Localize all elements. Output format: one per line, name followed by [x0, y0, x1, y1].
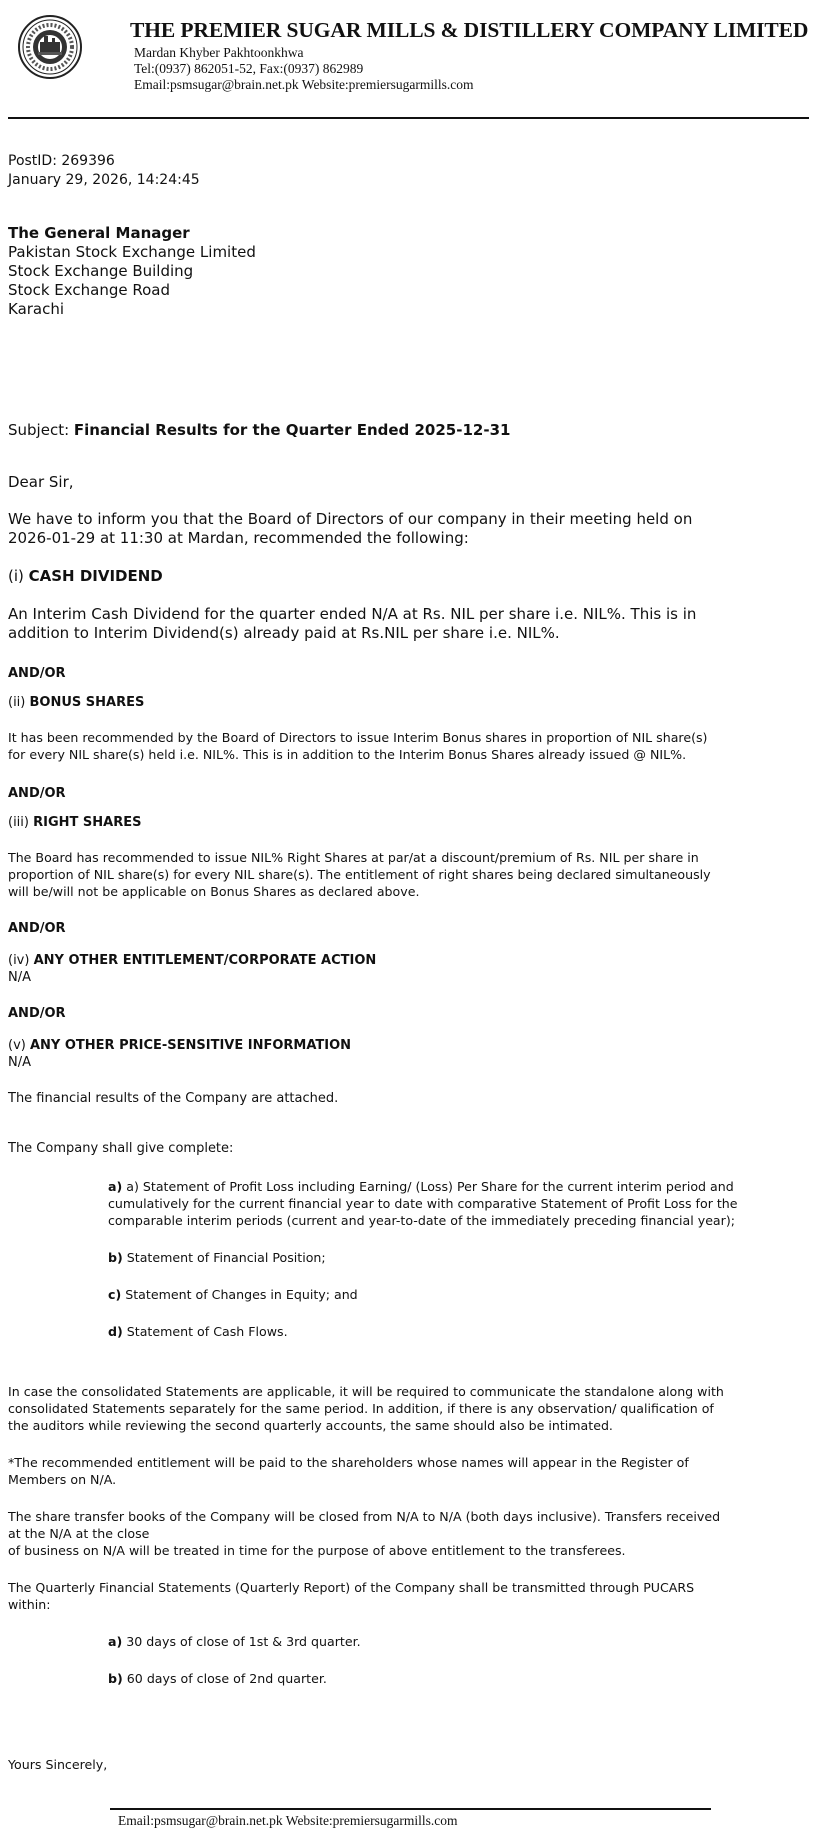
recipient-line: Karachi: [8, 300, 65, 318]
item-label: d): [108, 1324, 123, 1339]
subject-label: Subject:: [8, 421, 74, 439]
bonus-line: for every NIL share(s) held i.e. NIL%. This is in addition to the Interim Bonus Shares already issued @ NIL%.: [8, 747, 687, 762]
pucars-item-b: [108, 1670, 327, 1687]
item-text: a) Statement of Profit Loss including Earning/ (Loss) Per Share for the current interim period and: [122, 1179, 734, 1194]
right-shares-heading: [8, 814, 141, 831]
intro-line: 2026-01-29 at 11:30 at Mardan, recommended the following:: [8, 529, 469, 547]
intro-line: We have to inform you that the Board of Directors of our company in their meeting held on: [8, 510, 693, 528]
recipient-line: Stock Exchange Building: [8, 262, 194, 280]
item-text: Statement of Changes in Equity; and: [121, 1287, 358, 1302]
salutation: Dear Sir,: [8, 473, 74, 491]
complete-item-a: [108, 1178, 734, 1195]
subject-text: Financial Results for the Quarter Ended 2025-12-31: [73, 421, 511, 439]
item-text: 30 days of close of 1st & 3rd quarter.: [122, 1634, 361, 1649]
footer-divider: [110, 1808, 711, 1810]
section-title: CASH DIVIDEND: [28, 567, 163, 585]
header-divider: [8, 117, 809, 119]
consolidated-line: the auditors while reviewing the second quarterly accounts, the same should also be intimated.: [8, 1418, 613, 1433]
recipient-line: Stock Exchange Road: [8, 281, 170, 299]
complete-item-a-line: cumulatively for the current financial year to date with comparative Statement of Profit Loss for the: [108, 1196, 738, 1211]
item-label: b): [108, 1671, 123, 1686]
footer-contact: Email:psmsugar@brain.net.pk Website:premiersugarmills.com: [118, 1813, 458, 1828]
pucars-line: within:: [8, 1597, 51, 1612]
right-shares-line: The Board has recommended to issue NIL% Right Shares at par/at a discount/premium of Rs. NIL per share in: [8, 850, 699, 865]
price-sensitive-heading: [8, 1037, 351, 1054]
section-title: BONUS SHARES: [29, 695, 145, 710]
complete-item-a-line: comparable interim periods (current and year-to-date of the immediately preceding financial year);: [108, 1213, 735, 1228]
section-title: ANY OTHER ENTITLEMENT/CORPORATE ACTION: [33, 953, 377, 968]
company-address: Mardan Khyber Pakhtoonkhwa: [134, 45, 304, 60]
company-name: THE PREMIER SUGAR MILLS & DISTILLERY COMPANY LIMITED: [130, 18, 809, 42]
complete-intro: The Company shall give complete:: [8, 1141, 234, 1156]
right-shares-line: will be/will not be applicable on Bonus Shares as declared above.: [8, 884, 420, 899]
transfer-line: at the N/A at the close: [8, 1526, 150, 1541]
section-title: ANY OTHER PRICE-SENSITIVE INFORMATION: [29, 1038, 352, 1053]
section-number: (i): [8, 567, 29, 585]
company-phone: Tel:(0937) 862051-52, Fax:(0937) 862989: [134, 61, 364, 76]
entitlement-note-line: Members on N/A.: [8, 1472, 117, 1487]
price-sensitive-value: N/A: [8, 1055, 31, 1070]
item-text: Statement of Cash Flows.: [122, 1324, 288, 1339]
attached-note: The financial results of the Company are attached.: [8, 1091, 339, 1106]
item-text: 60 days of close of 2nd quarter.: [122, 1671, 327, 1686]
entitlement-note-line: *The recommended entitlement will be paid to the shareholders whose names will appear in the Register of: [8, 1455, 689, 1470]
pucars-item-a: [108, 1633, 361, 1650]
other-entitlement-value: N/A: [8, 970, 31, 985]
item-label: a): [108, 1179, 123, 1194]
company-seal-icon: [18, 14, 82, 80]
bonus-line: It has been recommended by the Board of Directors to issue Interim Bonus shares in proportion of NIL share(s): [8, 730, 708, 745]
cash-dividend-line: addition to Interim Dividend(s) already paid at Rs.NIL per share i.e. NIL%.: [8, 624, 560, 642]
transfer-line: The share transfer books of the Company will be closed from N/A to N/A (both days inclusive). Transfers received: [8, 1509, 721, 1524]
bonus-heading: [8, 694, 144, 711]
andor-separator: AND/OR: [8, 786, 66, 801]
andor-separator: AND/OR: [8, 1006, 66, 1021]
section-number: (iv): [8, 953, 34, 968]
consolidated-line: consolidated Statements separately for the same period. In addition, if there is any observation/ qualification of: [8, 1401, 714, 1416]
post-id: PostID: 269396: [8, 153, 115, 169]
item-text: Statement of Financial Position;: [122, 1250, 326, 1265]
section-number: (v): [8, 1038, 30, 1053]
section-number: (ii): [8, 695, 30, 710]
subject-line: [8, 421, 510, 440]
recipient-line: Pakistan Stock Exchange Limited: [8, 243, 256, 261]
closing: Yours Sincerely,: [8, 1757, 108, 1772]
complete-item-d: [108, 1323, 288, 1340]
post-datetime: January 29, 2026, 14:24:45: [8, 172, 200, 188]
item-label: b): [108, 1250, 123, 1265]
cash-dividend-heading: [8, 567, 163, 586]
recipient-title: The General Manager: [8, 224, 190, 242]
andor-separator: AND/OR: [8, 921, 66, 936]
item-label: c): [108, 1287, 122, 1302]
complete-item-c: [108, 1286, 358, 1303]
consolidated-line: In case the consolidated Statements are applicable, it will be required to communicate the standalone along with: [8, 1384, 724, 1399]
cash-dividend-line: An Interim Cash Dividend for the quarter ended N/A at Rs. NIL per share i.e. NIL%. This is in: [8, 605, 697, 623]
andor-separator: AND/OR: [8, 666, 66, 681]
transfer-line: of business on N/A will be treated in time for the purpose of above entitlement to the transferees.: [8, 1543, 626, 1558]
company-contact: Email:psmsugar@brain.net.pk Website:premiersugarmills.com: [134, 77, 474, 92]
pucars-line: The Quarterly Financial Statements (Quarterly Report) of the Company shall be transmitted through PUCARS: [8, 1580, 695, 1595]
section-title: RIGHT SHARES: [33, 815, 142, 830]
right-shares-line: proportion of NIL share(s) for every NIL share(s). The entitlement of right shares being declared simultaneously: [8, 867, 711, 882]
item-label: a): [108, 1634, 123, 1649]
other-entitlement-heading: [8, 952, 376, 969]
complete-item-b: [108, 1249, 326, 1266]
section-number: (iii): [8, 815, 34, 830]
